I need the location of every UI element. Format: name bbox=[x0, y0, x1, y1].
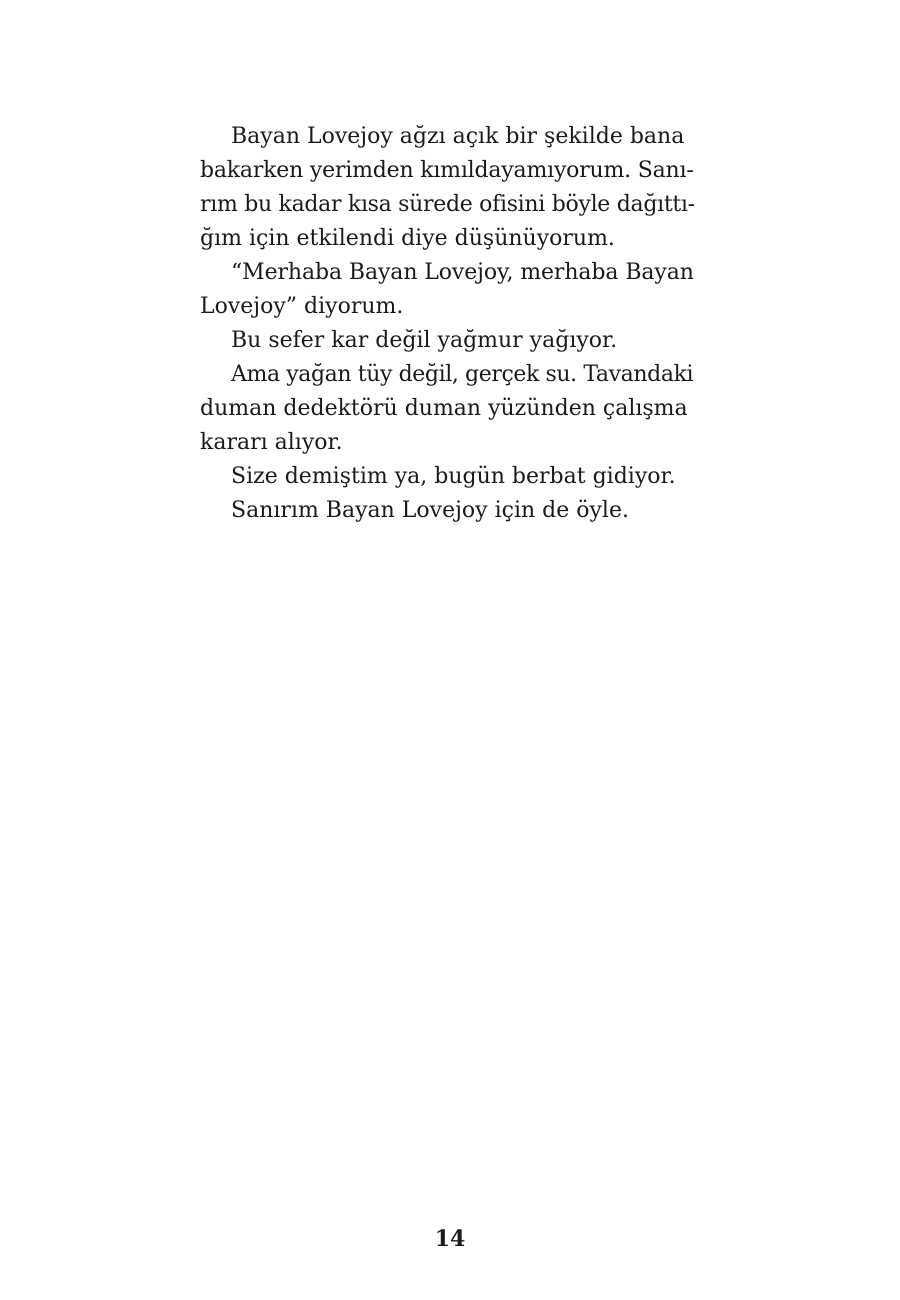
text-line: Bu sefer kar değil yağmur yağıyor. bbox=[231, 328, 618, 353]
page-number: 14 bbox=[434, 1226, 466, 1252]
text-line: duman dedektörü duman yüzünden çalışma bbox=[200, 396, 688, 421]
text-line: rım bu kadar kısa sürede ofisini böyle dağıttı- bbox=[200, 192, 695, 217]
text-line: kararı alıyor. bbox=[200, 430, 343, 455]
text-line: Size demiştim ya, bugün berbat gidiyor. bbox=[231, 464, 676, 489]
text-line: Lovejoy” diyorum. bbox=[200, 294, 404, 319]
text-line: Ama yağan tüy değil, gerçek su. Tavandaki bbox=[231, 362, 694, 387]
text-line: Bayan Lovejoy ağzı açık bir şekilde bana bbox=[231, 124, 685, 149]
text-line: bakarken yerimden kımıldayamıyorum. Sanı- bbox=[200, 158, 694, 183]
text-line: “Merhaba Bayan Lovejoy, merhaba Bayan bbox=[231, 260, 694, 285]
body-text bbox=[200, 120, 695, 528]
text-line: ğım için etkilendi diye düşünüyorum. bbox=[200, 226, 615, 251]
text-line: Sanırım Bayan Lovejoy için de öyle. bbox=[231, 498, 629, 523]
